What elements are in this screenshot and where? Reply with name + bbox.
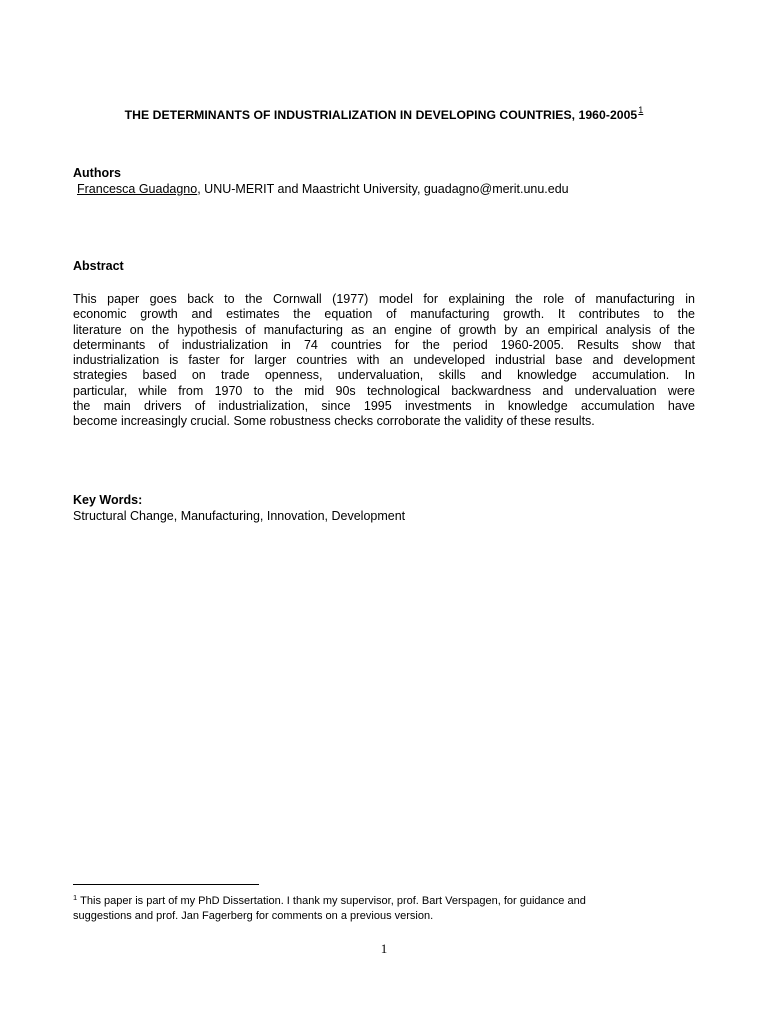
author-affiliation: , UNU-MERIT and Maastricht University, guadagno@merit.unu.edu <box>197 182 569 196</box>
abstract-line: particular, while from 1970 to the mid 90s technological backwardness and undervaluation were <box>73 383 695 398</box>
abstract-line: become increasingly crucial. Some robustness checks corroborate the validity of these results. <box>73 414 595 429</box>
abstract-line: literature on the hypothesis of manufacturing as an engine of growth by an empirical analysis of the <box>73 322 695 337</box>
footnote-line <box>73 891 693 909</box>
authors-heading: Authors <box>73 166 121 180</box>
abstract-body <box>73 292 695 430</box>
abstract-line: determinants of industrialization in 74 countries for the period 1960-2005. Results show that <box>73 337 695 352</box>
abstract-heading: Abstract <box>73 259 124 273</box>
footnote-divider <box>73 884 259 885</box>
title-footnote-link[interactable]: 1 <box>638 105 644 115</box>
keywords-text: Structural Change, Manufacturing, Innovation, Development <box>73 509 406 523</box>
abstract-line: economic growth and estimates the equation of manufacturing growth. It contributes to the <box>73 307 695 322</box>
footnote-line: suggestions and prof. Jan Fagerberg for comments on a previous version. <box>73 909 434 922</box>
keywords-heading: Key Words: <box>73 493 143 507</box>
author-line <box>77 182 569 196</box>
footnote-mark: 1 <box>73 893 78 902</box>
abstract-line: the main drivers of industrialization, since 1995 investments in knowledge accumulation have <box>73 399 695 414</box>
footnote <box>73 891 693 923</box>
abstract-line: This paper goes back to the Cornwall (1977) model for explaining the role of manufacturing in <box>73 292 695 306</box>
paper-title-text: THE DETERMINANTS OF INDUSTRIALIZATION IN DEVELOPING COUNTRIES, 1960-2005 <box>124 108 638 122</box>
author-name: Francesca Guadagno <box>77 182 198 196</box>
abstract-line: industrialization is faster for larger countries with an undeveloped industrial base and development <box>73 353 695 368</box>
abstract-line: strategies based on trade openness, undervaluation, skills and knowledge accumulation. In <box>73 368 695 383</box>
paper-title <box>0 105 768 122</box>
page-number: 1 <box>380 941 388 956</box>
footnote-line-text: This paper is part of my PhD Dissertation. I thank my supervisor, prof. Bart Verspagen, for guidance and <box>80 895 586 907</box>
